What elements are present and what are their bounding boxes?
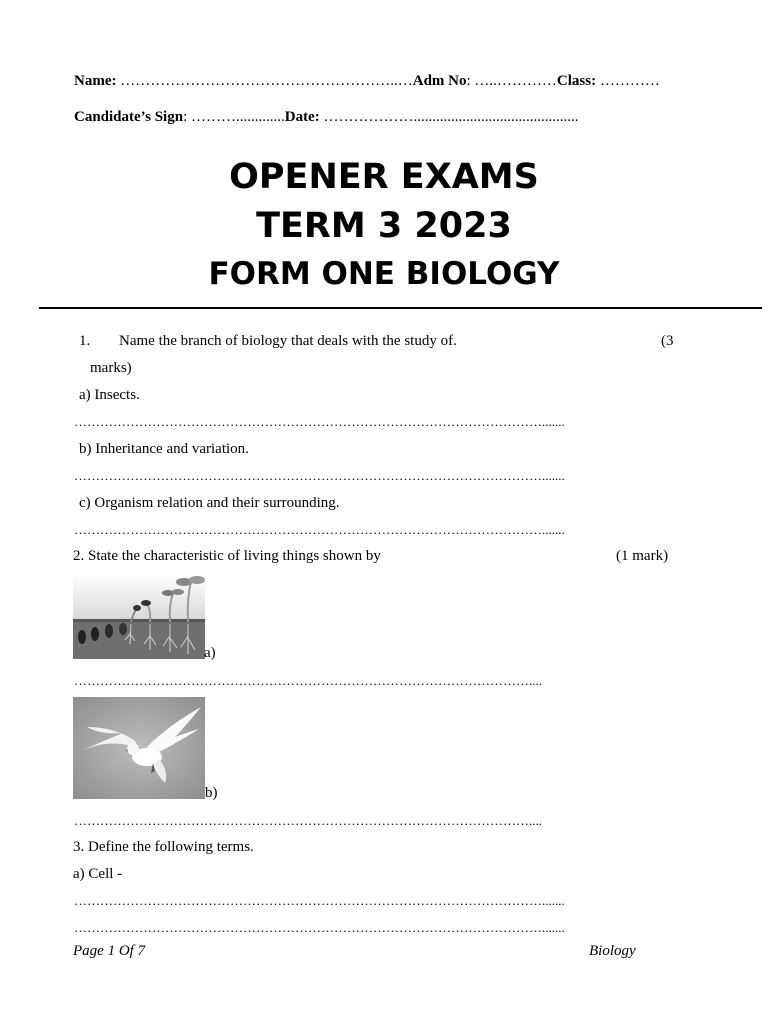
flying-dove-image — [73, 697, 205, 799]
q1c-text: c) Organism relation and their surrounding. — [79, 495, 340, 511]
q2b-label: b) — [205, 785, 218, 801]
sign-field[interactable]: : ………............. — [183, 109, 285, 125]
term-title: TERM 3 2023 — [256, 206, 512, 246]
adm-label: Adm No — [412, 73, 467, 89]
q1-number: 1. — [79, 333, 91, 349]
class-field[interactable]: ………… — [596, 73, 660, 89]
sign-line — [74, 109, 578, 126]
exam-title: OPENER EXAMS — [229, 157, 539, 197]
q1b-answer-line[interactable]: ………………………………………………………………………………………………....... — [74, 468, 565, 483]
name-label: Name: — [74, 73, 117, 89]
seed-germination-icon — [73, 574, 205, 659]
class-label: Class: — [556, 73, 597, 89]
dove-icon — [73, 697, 205, 799]
date-field[interactable]: ………………............................................ — [319, 109, 579, 125]
adm-field[interactable]: : …..………… — [466, 73, 557, 89]
q1c-answer-line[interactable]: ………………………………………………………………………………………………....... — [74, 522, 565, 537]
footer-subject: Biology — [589, 943, 636, 959]
q1b-text: b) Inheritance and variation. — [79, 441, 249, 457]
page-number: Page 1 Of 7 — [73, 943, 146, 959]
q3a-text: a) Cell - — [73, 866, 123, 882]
q3a-answer-line-1[interactable]: ………………………………………………………………………………………………....... — [74, 893, 565, 908]
q2-marks: (1 mark) — [616, 548, 669, 564]
q1a-text: a) Insects. — [79, 387, 140, 403]
seed-germination-image — [73, 574, 205, 659]
sign-label: Candidate’s Sign — [74, 109, 184, 125]
q1-marks-cont: marks) — [90, 360, 132, 376]
q3-text: 3. Define the following terms. — [73, 839, 254, 855]
q1a-answer-line[interactable]: ………………………………………………………………………………………………....... — [74, 414, 565, 429]
q1-text: Name the branch of biology that deals with the study of. — [119, 333, 457, 349]
q1-marks: (3 — [661, 333, 674, 349]
q2b-answer-line[interactable]: …………………………………………………………………………………………….... — [74, 813, 542, 828]
date-label: Date: — [284, 109, 320, 125]
q2a-answer-line[interactable]: …………………………………………………………………………………………….... — [74, 673, 542, 688]
q3a-answer-line-2[interactable]: ………………………………………………………………………………………………....... — [74, 920, 565, 935]
subject-title: FORM ONE BIOLOGY — [208, 256, 560, 292]
q2a-label: a) — [204, 645, 216, 661]
name-field[interactable]: ………………………………………………..… — [116, 73, 413, 89]
name-line — [74, 73, 660, 90]
title-divider — [39, 307, 762, 309]
q2-text: 2. State the characteristic of living things shown by — [73, 548, 381, 564]
